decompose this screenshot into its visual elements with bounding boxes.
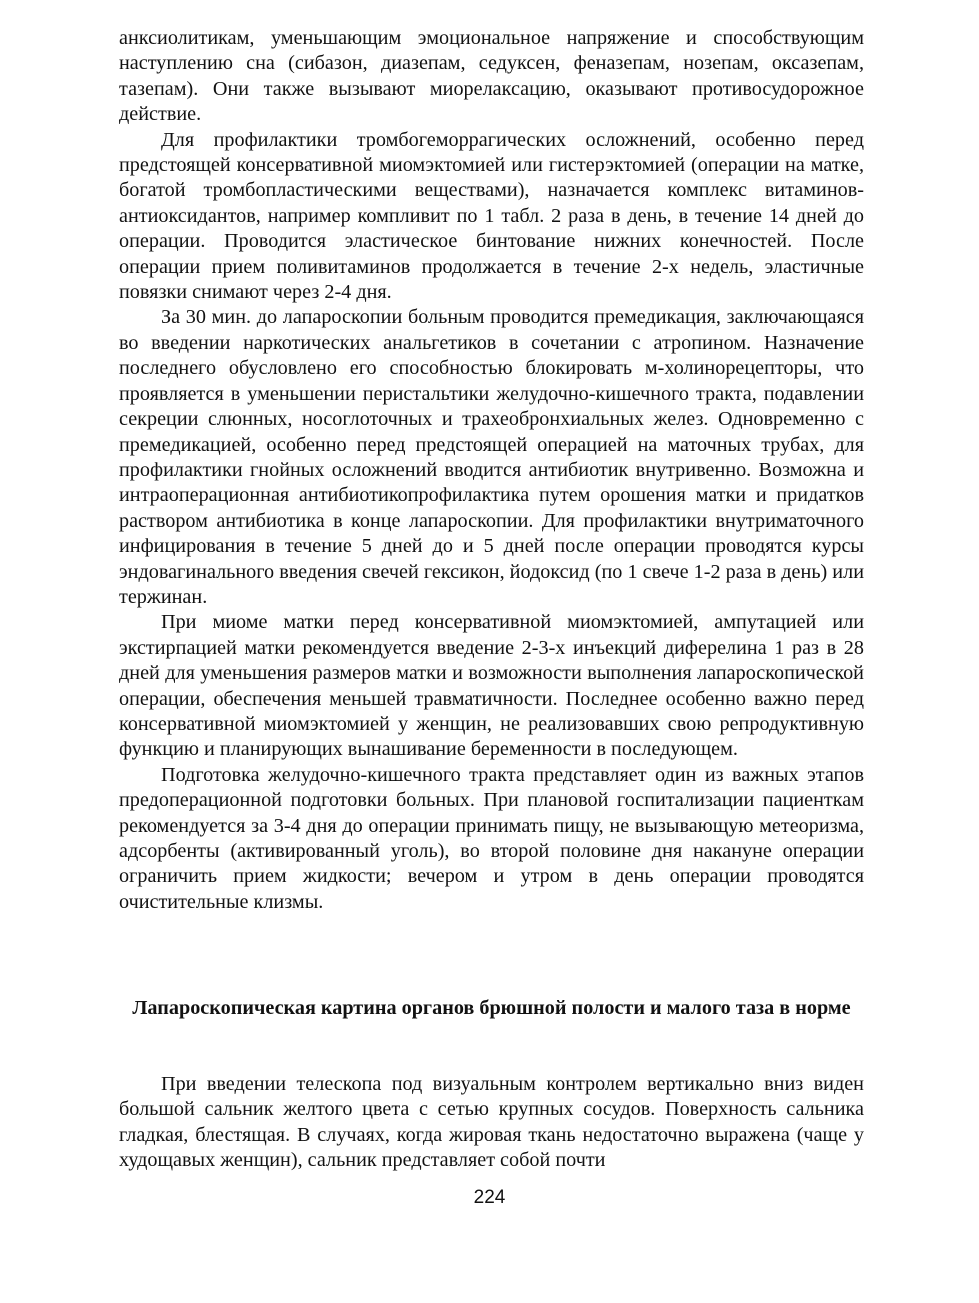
page-number: 224: [473, 1187, 506, 1208]
paragraph-myoma: При миоме матки перед консервативной миомэктомией, ампутацией или экстирпацией матки рекомендуется введение 2-3-х инъекций диферелина 1 раз в 28 дней для уменьшения размеров матки и возможности выполнения лапароскопической операции, обеспечения меньшей травматичности. Последнее особенно важно перед консервативной миомэктомией у женщин, не реализовавших свою репродуктивную функцию и планирующих вынашивание беременности в последующем.: [119, 611, 864, 761]
paragraph-continuation: анксиолитикам, уменьшающим эмоциональное напряжение и способствующим наступлению сна (сибазон, диазепам, седуксен, феназепам, нозепам, оксазепам, тазепам). Они также вызывают миорелаксацию, оказывают противосудорожное действие.: [119, 27, 864, 126]
body-text: [119, 26, 864, 915]
paragraph-premedication: За 30 мин. до лапароскопии больным проводится премедикация, заключающаяся во введении наркотических анальгетиков в сочетании с атропином. Назначение последнего обусловлено его способностью блокировать м-холинорецепторы, что проявляется в уменьшении перистальтики желудочно-кишечного тракта, подавлении секреции слюнных, носоглоточных и трахеобронхиальных желез. Одновременно с премедикацией, особенно перед предстоящей операцией на маточных трубах, для профилактики гнойных осложнений вводится антибиотик внутривенно. Возможна и интраоперационная антибиотикопрофилактика путем орошения матки и придатков раствором антибиотика в конце лапароскопии. Для профилактики внутриматочного инфицирования в течение 5 дней до и 5 дней после операции проводятся курсы эндовагинального введения свечей гексикон, йодоксид (по 1 свече 1-2 раза в день) или тержинан.: [119, 306, 864, 608]
paragraph-telescope: При введении телескопа под визуальным контролем вертикально вниз виден большой сальник желтого цвета с сетью крупных сосудов. Поверхность сальника гладкая, блестящая. В случаях, когда жировая ткань недостаточно выражена (чаще у худощавых женщин), сальник представляет собой почти: [119, 1073, 864, 1172]
section-heading: Лапароскопическая картина органов брюшной полости и малого таза в норме: [132, 997, 851, 1019]
paragraph-thrombo-prophylaxis: Для профилактики тромбогеморрагических осложнений, особенно перед предстоящей консервативной миомэктомией или гистерэктомией (операции на матке, богатой тромбопластическими веществами), назначается комплекс витаминов-антиоксидантов, например компливит по 1 табл. 2 раза в день, в течение 14 дней до операции. Проводится эластическое бинтование нижних конечностей. После операции прием поливитаминов продолжается в течение 2-х недель, эластичные повязки снимают через 2-4 дня.: [119, 128, 864, 304]
section-body: [119, 1072, 864, 1174]
paragraph-gi-preparation: Подготовка желудочно-кишечного тракта представляет один из важных этапов предоперационной подготовки больных. При плановой госпитализации пациенткам рекомендуется за 3-4 дня до операции принимать пищу, не вызывающую метеоризма, адсорбенты (активированный уголь), во второй половине дня накануне операции ограничить прием жидкости; вечером и утром в день операции проводятся очистительные клизмы.: [119, 763, 864, 913]
